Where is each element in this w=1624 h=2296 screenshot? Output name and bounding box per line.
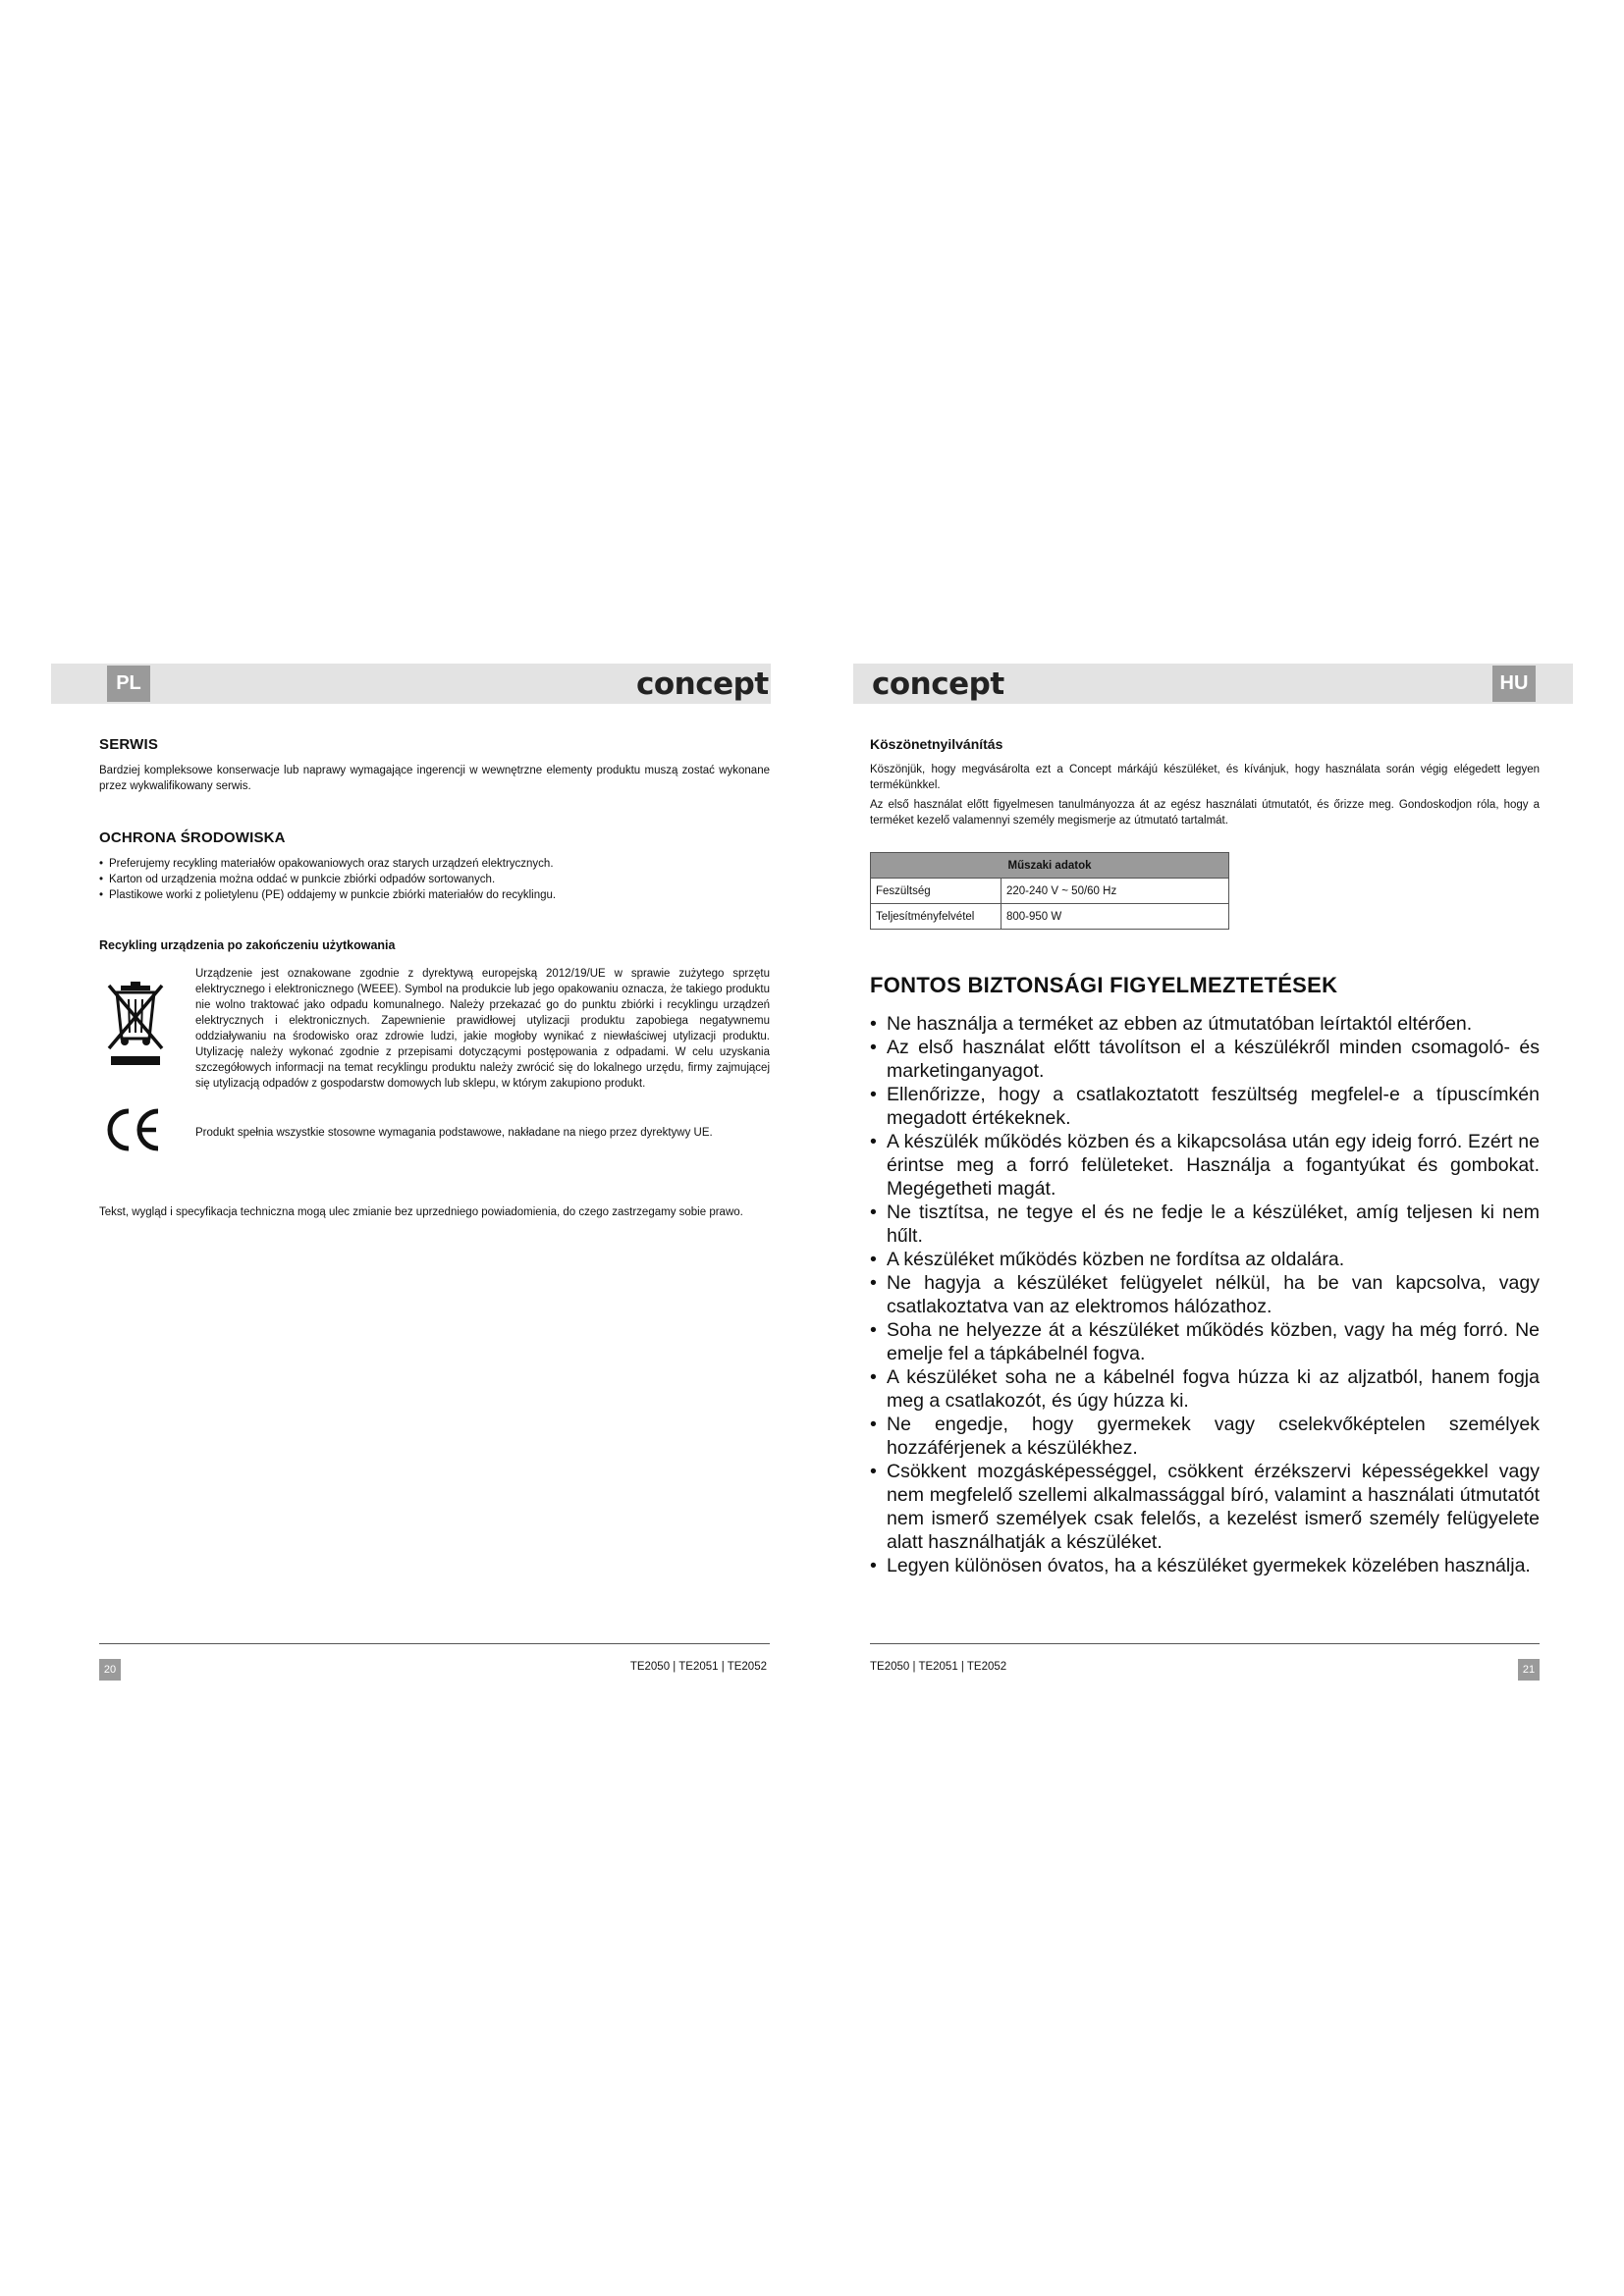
spec-label: Teljesítményfelvétel [871, 904, 1001, 930]
thanks-paragraph-1: Köszönjük, hogy megvásárolta ezt a Concept márkájú készüléket, és kívánjuk, hogy használata során végig elégedett legyen termékünkkel. [870, 764, 1540, 791]
warnings-heading: FONTOS BIZTONSÁGI FIGYELMEZTETÉSEK [870, 973, 1338, 997]
serwis-heading: SERWIS [99, 736, 159, 753]
table-row [871, 879, 1229, 904]
list-item: • Ne hagyja a készüléket felügyelet nélkül, ha be van kapcsolva, vagy csatlakoztatva van az elektromos hálózathoz. [870, 1271, 1540, 1318]
weee-section [99, 966, 770, 1092]
thanks-paragraph-2: Az első használat előtt figyelmesen tanulmányozza át az egész használati útmutatót, és őrizze meg. Gondoskodjon róla, hogy a terméket kezelő valamennyi személy megismerje az útmutató tartalmát. [870, 799, 1540, 827]
thanks-heading: Köszönetnyilvánítás [870, 736, 1003, 752]
ce-section [99, 1107, 770, 1157]
ce-text: Produkt spełnia wszystkie stosowne wymagania podstawowe, nakładane na niego przez dyrektywy UE. [195, 1126, 713, 1139]
footer-divider-left [99, 1643, 770, 1644]
list-item: • Soha ne helyezze át a készüléket működés közben, vagy ha még forró. Ne emelje fel a tápkábelnél fogva. [870, 1318, 1540, 1365]
table-row [871, 904, 1229, 930]
list-item: • Ne engedje, hogy gyermekek vagy cselekvőképtelen személyek hozzáférjenek a készülékhez. [870, 1413, 1540, 1460]
page-number-right: 21 [1518, 1659, 1540, 1681]
list-item: • Az első használat előtt távolítson el a készülékről minden csomagoló- és marketinganyagot. [870, 1036, 1540, 1083]
spec-table [870, 852, 1229, 930]
recykling-text: Urządzenie jest oznakowane zgodnie z dyrektywą europejską 2012/19/UE w sprawie zużytego sprzętu elektrycznego i elektronicznego (WEEE). Symbol na produkcie lub jego opakowaniu oznacza, że takiego produktu nie wolno traktować jako odpadu komunalnego. Należy przekazać go do punktu zbiórki i recyklingu urządzeń elektrycznych i elektronicznych. Zapewnienie prawidłowej utylizacji produktu zapobiega negatywnemu oddziaływaniu na środowisko oraz zdrowie ludzi, jakie mogłoby wynikać z niewłaściwej utylizacji produktu. Utylizację należy wykonać zgodnie z przepisami dotyczącymi postępowania z odpadami. W celu uzyskania szczegółowych informacji na temat recyklingu produktu należy zwrócić się do lokalnego urzędu, firmy zajmującej się utylizacją odpadów z gospodarstw domowych lub sklepu, w którym zakupiono produkt. [195, 968, 770, 1090]
recykling-heading: Recykling urządzenia po zakończeniu użytkowania [99, 938, 396, 952]
list-item: • Ne használja a terméket az ebben az útmutatóban leírtaktól eltérően. [870, 1012, 1540, 1036]
left-page [99, 736, 770, 1220]
list-item: • Legyen különösen óvatos, ha a készüléket gyermekek közelében használja. [870, 1554, 1540, 1577]
serwis-text: Bardziej kompleksowe konserwacje lub naprawy wymagające ingerencji w wewnętrzne elementy produktu muszą zostać wykonane przez wykwalifikowany serwis. [99, 765, 770, 792]
spec-label: Feszültség [871, 879, 1001, 904]
language-tab-hu: HU [1492, 666, 1536, 702]
list-item: • A készüléket soha ne a kábelnél fogva húzza ki az aljzatból, hanem fogja meg a csatlakozót, és úgy húzza ki. [870, 1365, 1540, 1413]
list-item: • A készüléket működés közben ne fordítsa az oldalára. [870, 1248, 1540, 1271]
ochrona-list [99, 856, 770, 903]
spec-value: 220-240 V ~ 50/60 Hz [1001, 879, 1229, 904]
spec-table-title: Műszaki adatok [871, 853, 1229, 879]
list-item: • Ellenőrizze, hogy a csatlakoztatott feszültség megfelel-e a típuscímkén megadott értékeknek. [870, 1083, 1540, 1130]
weee-bin-icon [103, 980, 168, 1073]
page-number-left: 20 [99, 1659, 121, 1681]
list-item: • Karton od urządzenia można oddać w punkcie zbiórki odpadów sortowanych. [99, 872, 770, 887]
brand-logo-right: concept [872, 666, 1004, 702]
disclaimer-text: Tekst, wygląd i specyfikacja techniczna mogą ulec zmianie bez uprzedniego powiadomienia, do czego zastrzegamy sobie prawo. [99, 1206, 743, 1218]
ce-mark-icon [103, 1107, 168, 1157]
warnings-list [870, 1012, 1540, 1577]
list-item: • Csökkent mozgásképességgel, csökkent érzékszervi képességekkel vagy nem megfelelő szellemi alkalmassággal bíró, valamint a használati útmutatót nem ismerő személyek csak felelős, a kezelést ismerő személy felügyelete alatt használhatják a készüléket. [870, 1460, 1540, 1554]
list-item: • Ne tisztítsa, ne tegye el és ne fedje le a készüléket, amíg teljesen ki nem hűlt. [870, 1201, 1540, 1248]
ochrona-heading: OCHRONA ŚRODOWISKA [99, 829, 286, 846]
list-item: • Preferujemy recykling materiałów opakowaniowych oraz starych urządzeń elektrycznych. [99, 856, 770, 872]
spec-value: 800-950 W [1001, 904, 1229, 930]
footer-divider-right [870, 1643, 1540, 1644]
model-numbers-left: TE2050 | TE2051 | TE2052 [629, 1661, 767, 1673]
brand-logo-left: concept [636, 666, 769, 702]
model-numbers-right: TE2050 | TE2051 | TE2052 [870, 1661, 1007, 1673]
language-tab-pl: PL [107, 666, 150, 702]
list-item: • Plastikowe worki z polietylenu (PE) oddajemy w punkcie zbiórki materiałów do recyklingu. [99, 887, 770, 903]
right-page [870, 736, 1540, 1577]
list-item: • A készülék működés közben és a kikapcsolása után egy ideig forró. Ezért ne érintse meg a forró felületeket. Használja a fogantyúkat és gombokat. Megégetheti magát. [870, 1130, 1540, 1201]
